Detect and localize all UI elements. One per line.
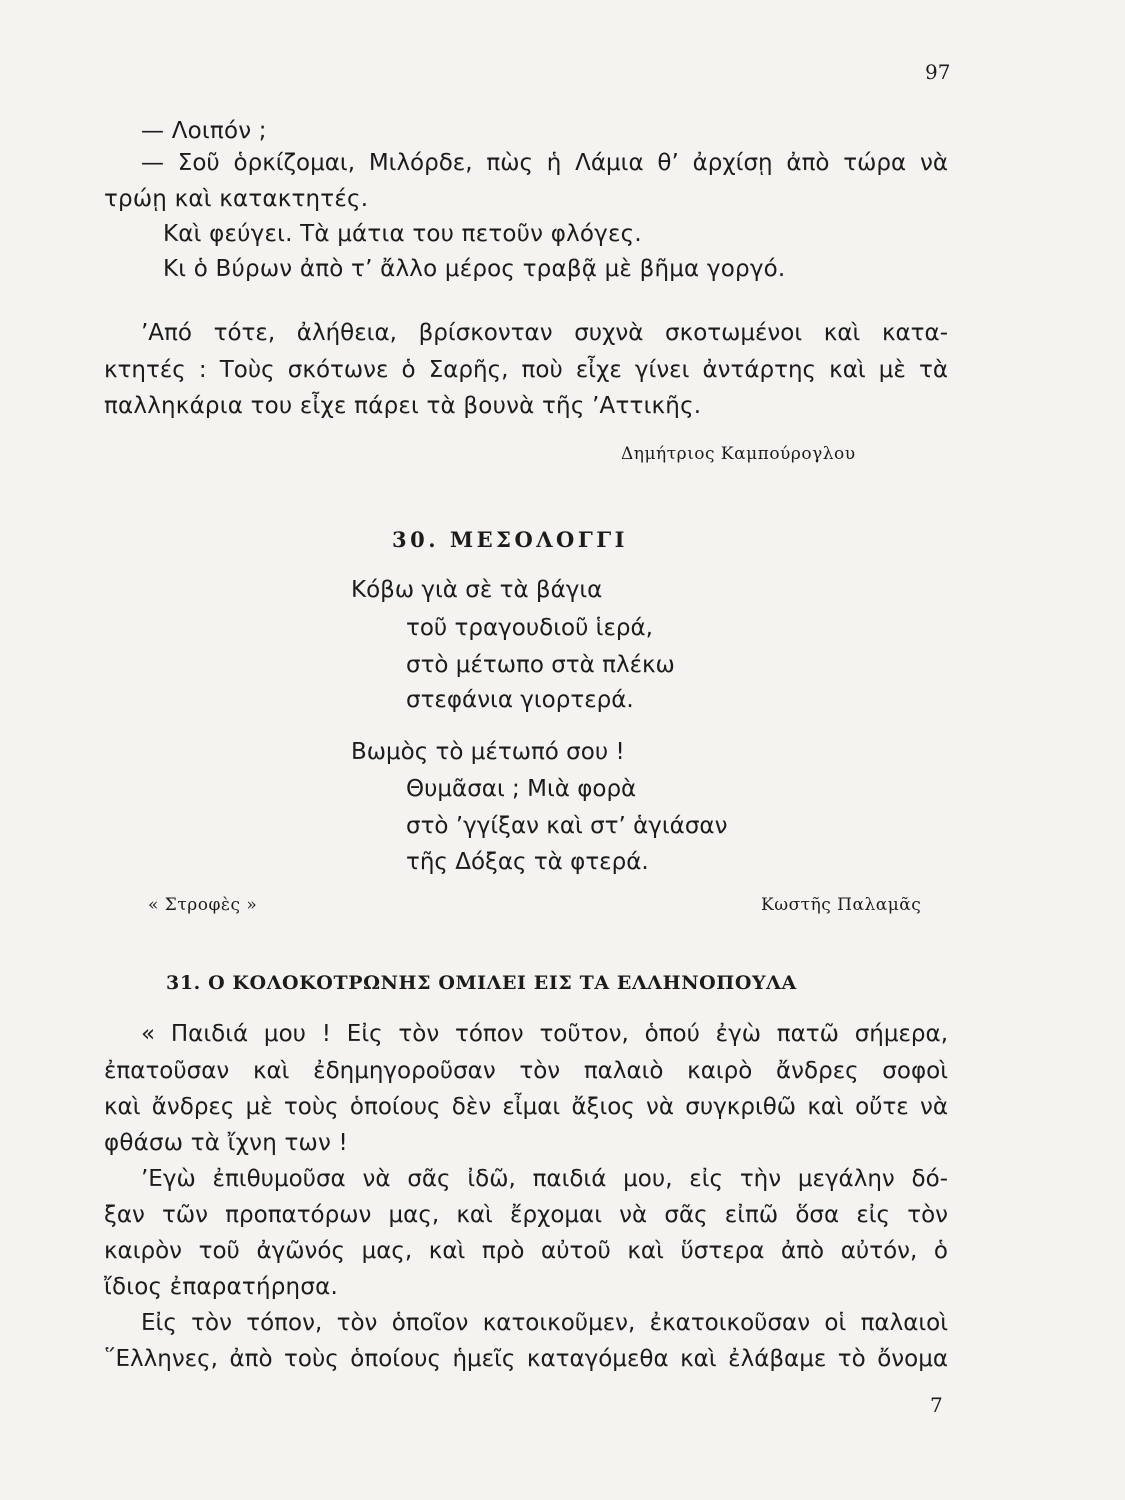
- narration-line: Καὶ φεύγει. Τὰ μάτια του πετοῦν φλόγες.: [163, 221, 642, 247]
- paragraph-line: παλληκάρια του εἶχε πάρει τὰ βουνὰ τῆς ’Αττικῆς.: [104, 393, 702, 419]
- paragraph-line: ῞Ελληνες, ἀπὸ τοὺς ὁποίους ἡμεῖς καταγόμεθα καὶ ἐλάβαμε τὸ ὄνομα: [104, 1346, 948, 1372]
- paragraph-line: ἐπατοῦσαν καὶ ἐδημηγοροῦσαν τὸν παλαιὸ καιρὸ ἄνδρες σοφοὶ: [104, 1058, 948, 1084]
- section-title: 31. Ο ΚΟΛΟΚΟΤΡΩΝΗΣ ΟΜΙΛΕΙ ΕΙΣ ΤΑ ΕΛΛΗΝΟΠΟΥΛΑ: [166, 972, 797, 994]
- verse-line: Θυμᾶσαι ; Μιὰ φορὰ: [406, 776, 637, 802]
- paragraph-line: κτητές : Τοὺς σκότωνε ὁ Σαρῆς, ποὺ εἶχε γίνει ἀντάρτης καὶ μὲ τὰ: [104, 357, 948, 383]
- paragraph-line: ξαν τῶν προπατόρων μας, καὶ ἔρχομαι νὰ σᾶς εἰπῶ ὅσα εἰς τὸν: [104, 1202, 948, 1228]
- verse-line: στεφάνια γιορτερά.: [406, 687, 634, 713]
- verse-line: στὸ μέτωπο στὰ πλέκω: [406, 652, 675, 678]
- dialogue-line: τρώῃ καὶ κατακτητές.: [104, 186, 369, 212]
- paragraph-line: Εἰς τὸν τόπον, τὸν ὁποῖον κατοικοῦμεν, ἐκατοικοῦσαν οἱ παλαιοὶ: [141, 1310, 948, 1336]
- verse-line: στὸ ’γγίξαν καὶ στ’ ἁγιάσαν: [406, 813, 728, 839]
- page-number-bottom: 7: [930, 1393, 943, 1417]
- verse-line: Βωμὸς τὸ μέτωπό σου !: [351, 739, 625, 765]
- section-title: 30. ΜΕΣΟΛΟΓΓΙ: [392, 527, 628, 552]
- verse-line: τῆς Δόξας τὰ φτερά.: [406, 849, 649, 875]
- source-title: « Στροφὲς »: [148, 895, 258, 915]
- paragraph-line: ’Εγὼ ἐπιθυμοῦσα νὰ σᾶς ἰδῶ, παιδιά μου, εἰς τὴν μεγάλην δό-: [141, 1166, 948, 1192]
- author-signature: Κωστῆς Παλαμᾶς: [761, 895, 922, 915]
- author-signature: Δημήτριος Καμπούρογλου: [621, 444, 856, 464]
- paragraph-line: καὶ ἄνδρες μὲ τοὺς ὁποίους δὲν εἶμαι ἄξιος νὰ συγκριθῶ καὶ οὔτε νὰ: [104, 1094, 948, 1120]
- narration-line: Κι ὁ Βύρων ἀπὸ τ’ ἄλλο μέρος τραβᾷ μὲ βῆμα γοργό.: [163, 256, 786, 282]
- paragraph-line: ’Από τότε, ἀλήθεια, βρίσκονταν συχνὰ σκοτωμένοι καὶ κατα-: [141, 320, 948, 346]
- dialogue-line: — Σοῦ ὁρκίζομαι, Μιλόρδε, πὼς ἡ Λάμια θ’ ἀρχίσῃ ἀπὸ τώρα νὰ: [141, 150, 948, 176]
- paragraph-line: καιρὸν τοῦ ἀγῶνός μας, καὶ πρὸ αὐτοῦ καὶ ὕστερα ἀπὸ αὐτόν, ὁ: [104, 1238, 948, 1264]
- verse-line: τοῦ τραγουδιοῦ ἱερά,: [406, 615, 653, 641]
- paragraph-line: ἴδιος ἐπαρατήρησα.: [104, 1274, 338, 1300]
- page-number-top: 97: [925, 60, 951, 84]
- paragraph-line: φθάσω τὰ ἴχνη των !: [104, 1130, 348, 1156]
- paragraph-line: « Παιδιά μου ! Εἰς τὸν τόπον τοῦτον, ὁπού ἐγὼ πατῶ σήμερα,: [141, 1021, 948, 1047]
- dialogue-line: — Λοιπόν ;: [141, 118, 267, 144]
- verse-line: Κόβω γιὰ σὲ τὰ βάγια: [351, 577, 603, 603]
